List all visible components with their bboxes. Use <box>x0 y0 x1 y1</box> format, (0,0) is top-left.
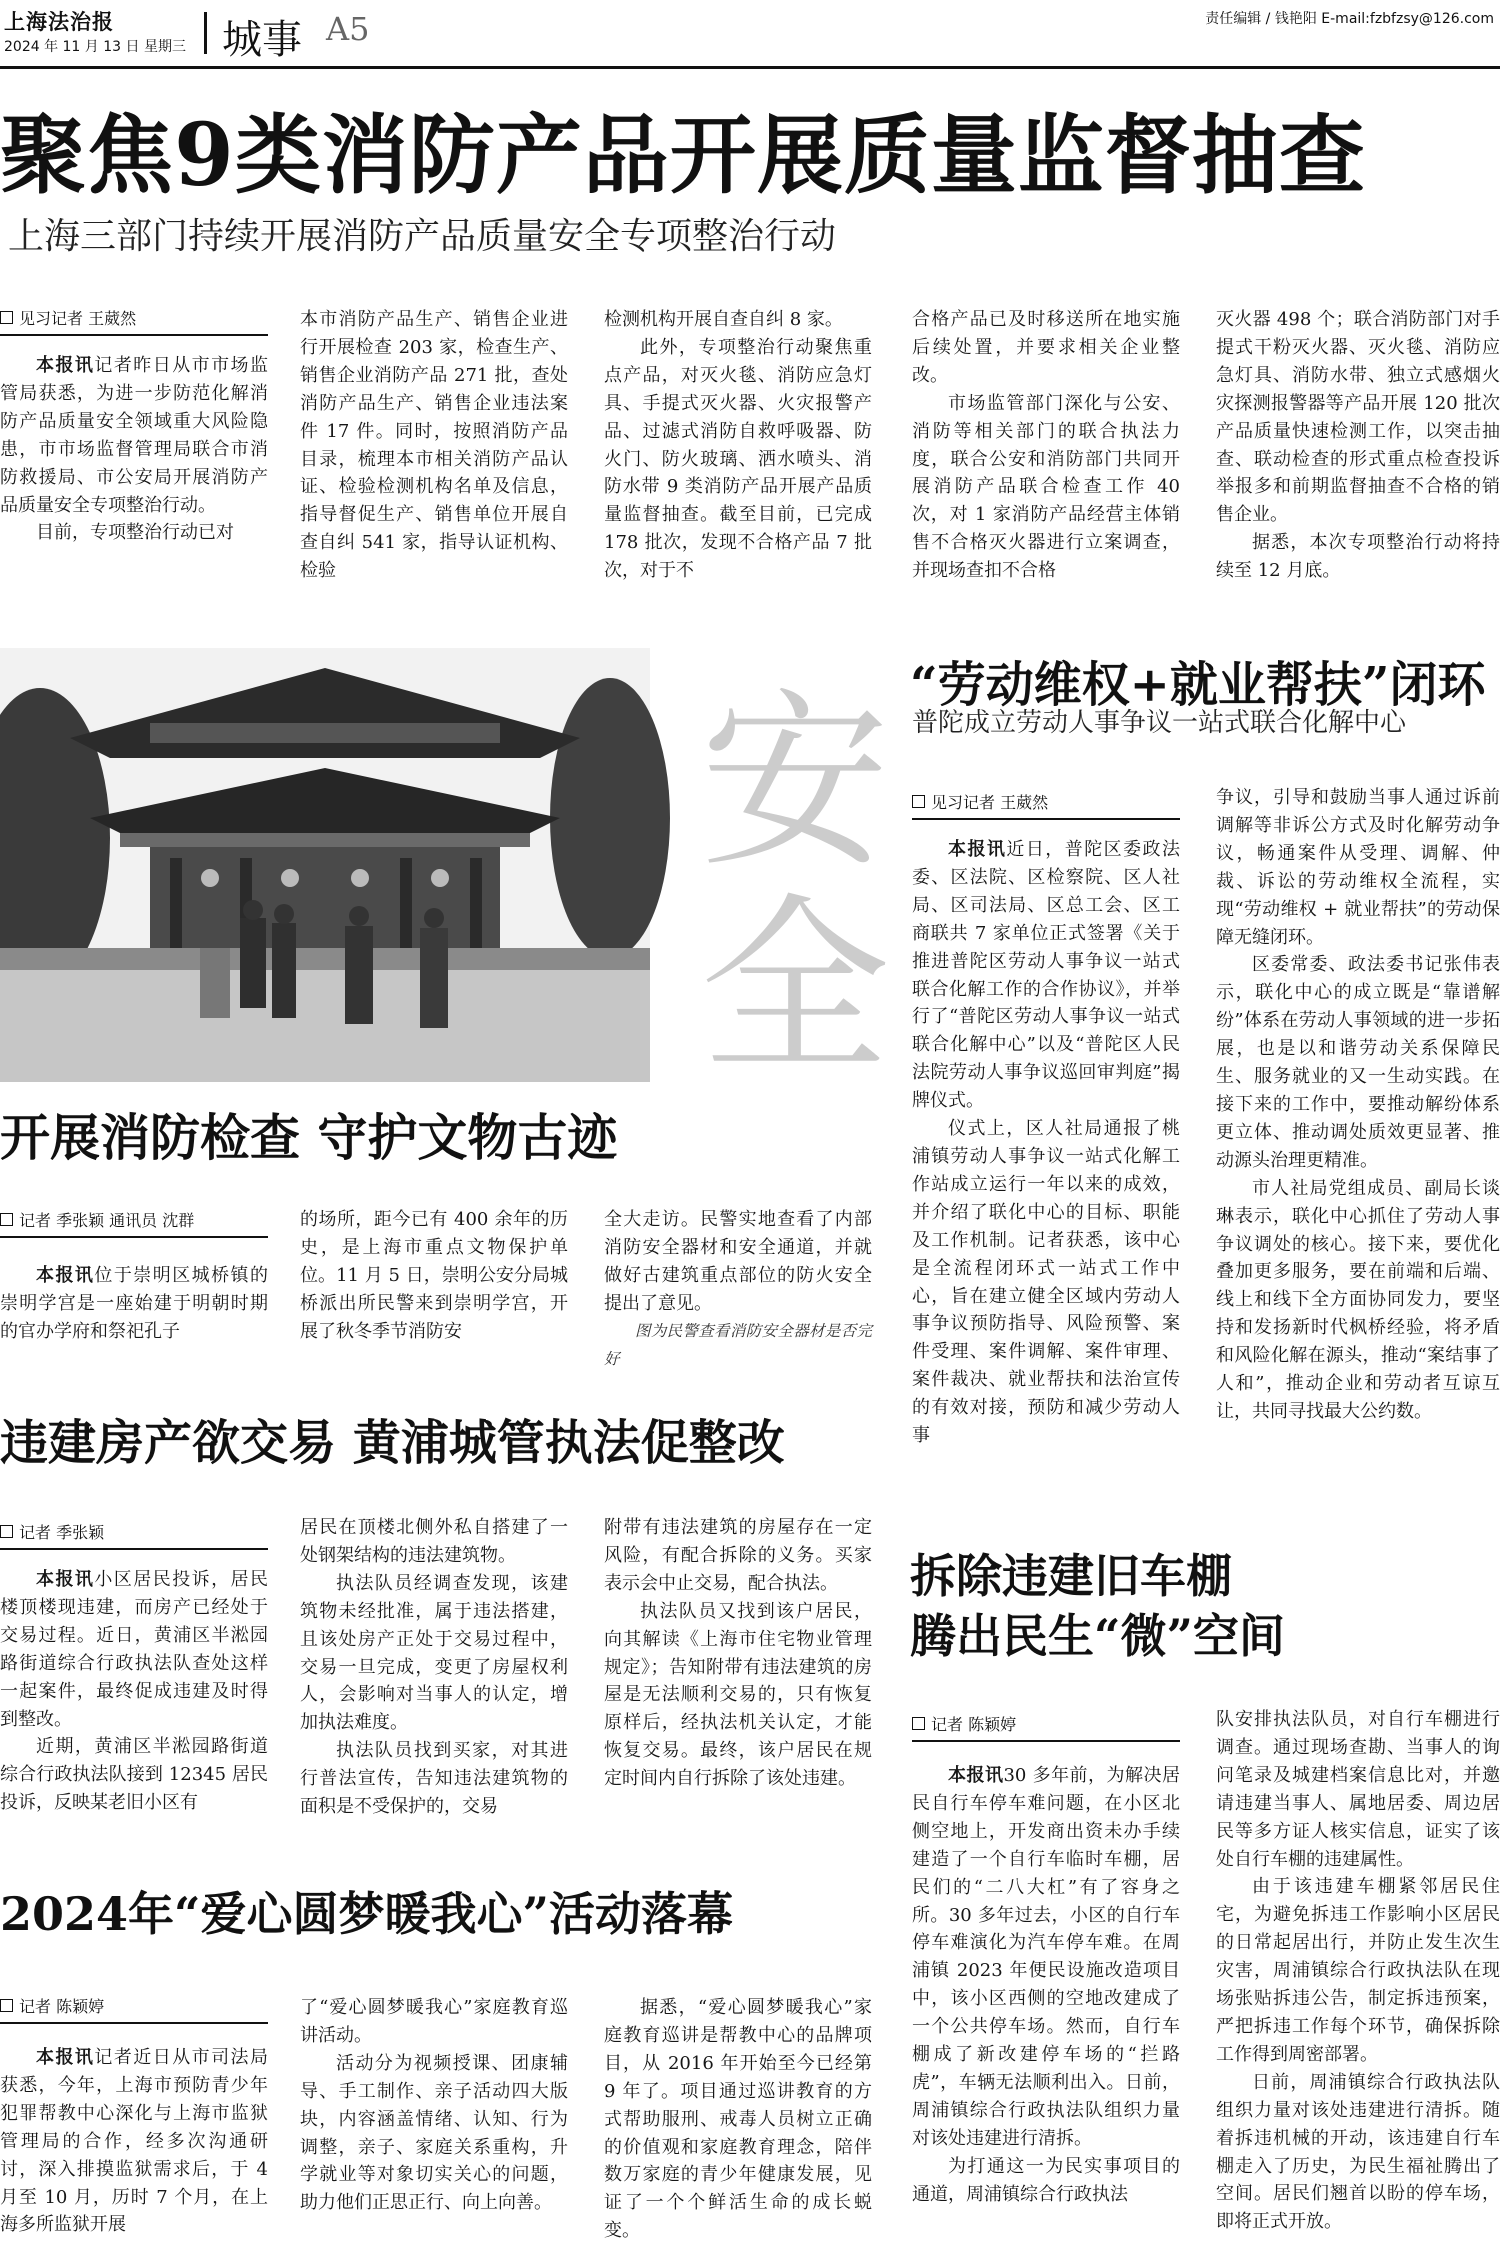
byline-rule <box>912 1740 1180 1742</box>
article1-col2: 本市消防产品生产、销售企业进行开展检查 203 家，检查生产、销售企业消防产品 271 批，查处消防产品生产、销售企业违法案件 17 件。同时，按照消防产品目录，梳理本市相关消防产品认证、检验检测机构名单及信息，指导督促生产、销售单位开展自查自纠 541 家，指导认证机构、检验 <box>300 309 568 582</box>
article6-headline-line2: 腾出民生“微”空间 <box>910 1609 1285 1663</box>
article5-col1: 本报讯近日，普陀区委政法委、区法院、区检察院、区人社局、区司法局、区总工会、区工商联共 7 家单位正式签署《关于推进普陀区劳动人事争议一站式联合化解工作的合作协议》，并举行了“普陀区劳动人事争议一站式联合化解中心”以及“普陀区人民法院劳动人事争议巡回审判庭”揭牌仪式。 仪式上，区人社局通报了桃浦镇劳动人事争议一站式化解工作站成立运行一年以来的成效，并介绍了联化中心的目标、职能及工作机制。记者获悉，该中心是全流程闭环式一站式工作中心，旨在建立健全区域内劳动人事争议预防指导、风险预警、案件受理、案件调解、案件审理、案件裁决、就业帮扶和法治宣传的有效对接，预防和减少劳动人事 <box>912 839 1181 1447</box>
article1-col1: 本报讯记者昨日从市市场监管局获悉，为进一步防范化解消防产品质量安全领域重大风险隐患，市市场监督管理局联合市消防救援局、市公安局开展消防产品质量安全专项整治行动。 目前，专项整治行动已对 <box>0 355 269 544</box>
article4-headline: 2024年“爱心圆梦暖我心”活动落幕 <box>0 1887 733 1941</box>
article1-col5: 灭火器 498 个；联合消防部门对手提式干粉灭火器、灭火毯、消防应急灯具、消防水带、独立式感烟火灾探测报警器等产品开展 120 批次产品质量快速检测工作，以突击抽查、联动检查的形式重点检查投诉举报多和前期监督抽查不合格的销售企业。 据悉，本次专项整治行动将持续至 12 月底。 <box>1216 309 1500 582</box>
byline-box-icon <box>0 1525 13 1538</box>
byline-rule <box>912 818 1180 820</box>
byline-box-icon <box>912 1717 925 1730</box>
page-number: A5 <box>326 10 370 48</box>
article3-col3: 附带有违法建筑的房屋存在一定风险，有配合拆除的义务。买家表示会中止交易，配合执法。 执法队员又找到该户居民，向其解读《上海市住宅物业管理规定》；告知附带有违法建筑的房屋是无法顺利交易的，只有恢复原样后，经执法机关认定，才能恢复交易。最终，该户居民在规定时间内自行拆除了该处违建。 <box>604 1517 872 1790</box>
byline-box-icon <box>0 1999 13 2012</box>
masthead-divider <box>204 12 207 54</box>
paper-name: 上海法治报 <box>4 9 114 34</box>
article6-col1: 本报讯30 多年前，为解决居民自行车停车难问题，在小区北侧空地上，开发商出资未办手续建造了一个自行车临时车棚，居民们的“二八大杠”有了容身之所。30 多年过去，小区的自行车停车难演化为汽车停车难。在周浦镇 2023 年便民设施改造项目中，该小区西侧的空地改建成了一个公共停车场。然而，自行车棚成了新改建停车场的“拦路虎”，车辆无法顺利出入。日前，周浦镇综合行政执法队组织力量对该处违建进行清拆。 为打通这一为民实事项目的通道，周浦镇综合行政执法 <box>912 1765 1180 2205</box>
byline-rule <box>0 1548 268 1550</box>
issue-date: 2024 年 11 月 13 日 星期三 <box>4 39 186 55</box>
section-name: 城事 <box>222 17 302 63</box>
article1-subhead: 上海三部门持续开展消防产品质量安全专项整治行动 <box>8 216 837 257</box>
photo-caption: 图为民警查看消防安全器材是否完好 <box>604 1321 872 1368</box>
article2-col2: 的场所，距今已有 400 余年的历史，是上海市重点文物保护单位。11 月 5 日，崇明公安分局城桥派出所民警来到崇明学宫，开展了秋冬季节消防安 <box>300 1209 568 1342</box>
article1-headline: 聚焦9类消防产品开展质量监督抽查 <box>0 105 1366 206</box>
article1-col3: 检测机构开展自查自纠 8 家。 此外，专项整治行动聚焦重点产品，对灭火毯、消防应急灯具、手提式灭火器、火灾报警产品、过滤式消防自救呼吸器、防火门、防火玻璃、洒水喷头、消防水带 9 类消防产品开展产品质量监督抽查。截至目前，已完成 178 批次，发现不合格产品 7 批次，对于不 <box>604 309 872 582</box>
article3-headline: 违建房产欲交易 黄浦城管执法促整改 <box>0 1415 785 1471</box>
article2-headline: 开展消防检查 守护文物古迹 <box>0 1108 618 1167</box>
article6-byline: 记者 陈颖婷 <box>912 1712 1016 1735</box>
article2-col3: 全大走访。民警实地查看了内部消防安全器材和安全通道，并就做好古建筑重点部位的防火安全提出了意见。 图为民警查看消防安全器材是否完好 <box>604 1206 872 1346</box>
article5-col2: 争议，引导和鼓励当事人通过诉前调解等非诉公方式及时化解劳动争议，畅通案件从受理、调解、仲裁、诉讼的劳动维权全流程，实现“劳动维权 + 就业帮扶”的劳动保障无缝闭环。 区委常委、政法委书记张伟表示，联化中心的成立既是“靠谱解纷”体系在劳动人事领域的进一步拓展，也是以和谐劳动关系保障民生、服务就业的又一生动实践。在接下来的工作中，要推动解纷体系更立体、推动调处质效更显著、推动源头治理更精准。 市人社局党组成员、副局长谈琳表示，联化中心抓住了劳动人事争议调处的核心。接下来，要优化叠加更多服务，要在前端和后端、线上和线下全方面协同发力，要坚持和发扬新时代枫桥经验，将矛盾和风险化解在源头，推动“案结事了人和”，推动企业和劳动者互谅互让，共同寻找最大公约数。 <box>1216 787 1500 1422</box>
article3-col1: 本报讯小区居民投诉，居民楼顶楼现违建，而房产已经处于交易过程。近日，黄浦区半淞园路街道综合行政执法队查处这样一起案件，最终促成违建及时得到整改。 近期，黄浦区半淞园路街道综合行政执法队接到 12345 居民投诉，反映某老旧小区有 <box>0 1569 269 1814</box>
article4-col3: 据悉，“爱心圆梦暖我心”家庭教育巡讲是帮教中心的品牌项目，从 2016 年开始至今已经第 9 年了。项目通过巡讲教育的方式帮助服刑、戒毒人员树立正确的价值观和家庭教育理念，陪伴数万家庭的青少年健康发展，见证了一个个鲜活生命的成长蜕变。 <box>604 1997 872 2242</box>
article1-byline: 见习记者 王葳然 <box>0 306 136 329</box>
article3-byline: 记者 季张颖 <box>0 1520 104 1543</box>
article3-col2: 居民在顶楼北侧外私自搭建了一处钢架结构的违法建筑物。 执法队员经调查发现，该建筑物未经批准，属于违法搭建，且该处房产正处于交易过程中，交易一旦完成，变更了房屋权利人，会影响对当事人的认定，增加执法难度。 执法队员找到买家，对其进行普法宣传，告知违法建筑物的面积是不受保护的，交易 <box>300 1517 568 1818</box>
article5-byline: 见习记者 王葳然 <box>912 790 1048 813</box>
article6-headline-line1: 拆除违建旧车棚 <box>910 1549 1232 1603</box>
article2-byline: 记者 季张颖 通讯员 沈群 <box>0 1208 194 1231</box>
article4-col1: 本报讯记者近日从市司法局获悉，今年，上海市预防青少年犯罪帮教中心深化与上海市监狱管理局的合作，经多次沟通研讨，深入排摸监狱需求后，于 4 月至 10 月，历时 7 个月，在上海多所监狱开展 <box>0 2047 269 2236</box>
article1-col4: 合格产品已及时移送所在地实施后续处置，并要求相关企业整改。 市场监管部门深化与公安、消防等相关部门的联合执法力度，联合公安和消防部门共同开展消防产品联合检查工作 40 次，对 1 家消防产品经营主体销售不合格灭火器进行立案调查，并现场查扣不合格 <box>912 309 1180 582</box>
editor-credit: 责任编辑 / 钱艳阳 E-mail:fzbfzsy@126.com <box>1205 11 1494 27</box>
article4-col2: 了“爱心圆梦暖我心”家庭教育巡讲活动。 活动分为视频授课、团康辅导、手工制作、亲子活动四大版块，内容涵盖情绪、认知、行为调整，亲子、家庭关系重构，升学就业等对象切实关心的问题，助力他们正思正行、向上向善。 <box>300 1997 568 2214</box>
byline-box-icon <box>0 1213 13 1226</box>
article6-col2: 队安排执法队员，对自行车棚进行调查。通过现场查勘、当事人的询问笔录及城建档案信息比对，并邀请违建当事人、属地居委、周边居民等多方证人核实信息，证实了该处自行车棚的违建属性。 由于该违建车棚紧邻居民住宅，为避免拆违工作影响小区居民的日常起居出行，并防止发生次生灾害，周浦镇综合行政执法队在现场张贴拆违公告，制定拆违预案，严把拆违工作每个环节，确保拆除工作得到周密部署。 日前，周浦镇综合行政执法队组织力量对该处违建进行清拆。随着拆违机械的开动，该违建自行车棚走入了历史，为民生福祉腾出了空间。居民们翘首以盼的停车场，即将正式开放。 <box>1216 1709 1500 2233</box>
masthead-rule <box>0 66 1500 69</box>
temple-photo <box>0 648 650 1082</box>
calligraphy-art: 安全 <box>699 672 890 1098</box>
byline-box-icon <box>912 795 925 808</box>
byline-rule <box>0 1236 268 1238</box>
article4-byline: 记者 陈颖婷 <box>0 1994 104 2017</box>
byline-rule <box>0 334 268 336</box>
article2-col1: 本报讯位于崇明区城桥镇的崇明学宫是一座始建于明朝时期的官办学府和祭祀孔子 <box>0 1265 269 1342</box>
article5-headline: “劳动维权+就业帮扶”闭环 <box>910 657 1486 713</box>
byline-rule <box>0 2022 268 2024</box>
article5-subhead: 普陀成立劳动人事争议一站式联合化解中心 <box>912 708 1407 738</box>
byline-box-icon <box>0 311 13 324</box>
